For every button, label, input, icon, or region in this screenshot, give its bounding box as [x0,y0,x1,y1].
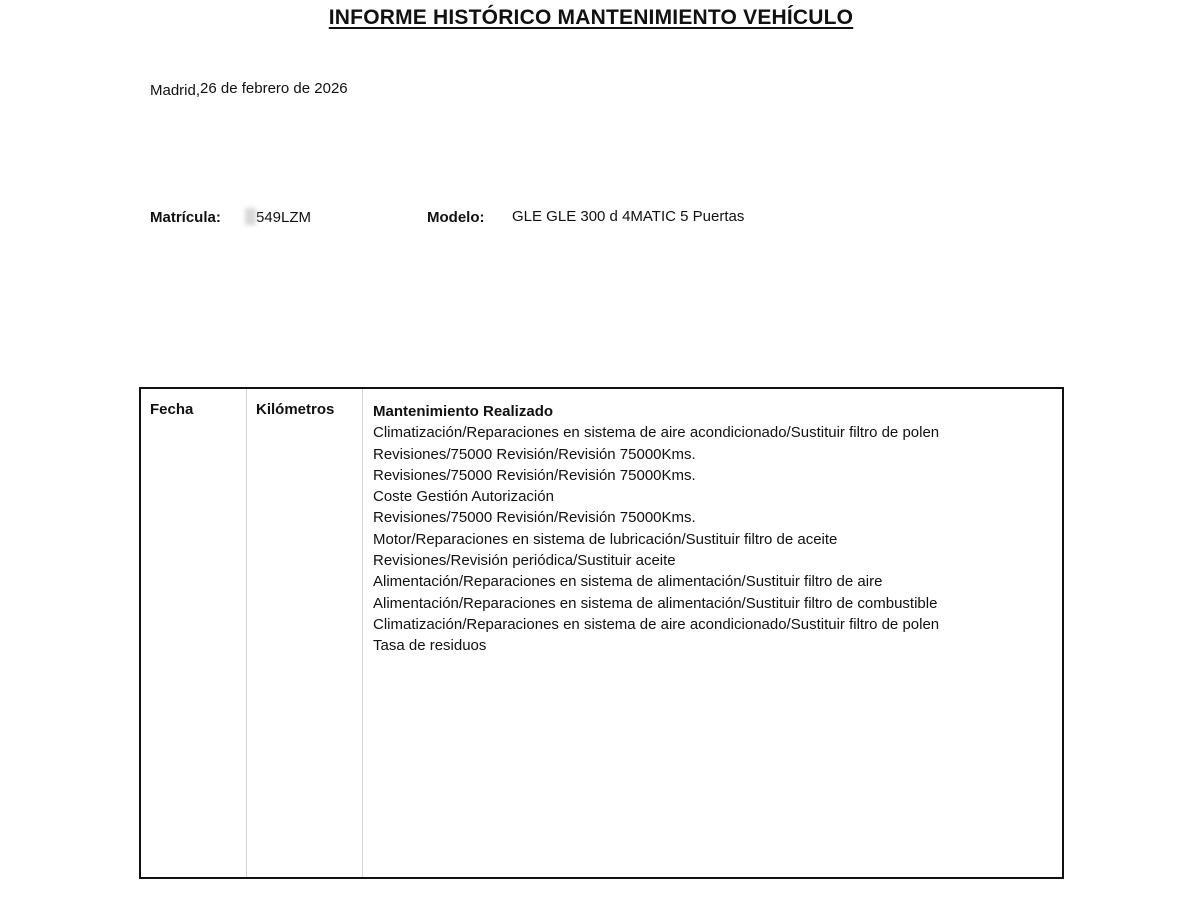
maintenance-column [373,401,953,657]
model-value: GLE GLE 300 d 4MATIC 5 Puertas [512,208,745,225]
maintenance-item: Revisiones/Revisión periódica/Sustituir aceite [373,552,676,570]
header-date: Fecha [150,401,194,418]
plate-label: Matrícula: [150,209,221,226]
maintenance-item: Tasa de residuos [373,637,487,655]
maintenance-item: Revisiones/75000 Revisión/Revisión 75000Kms. [373,509,696,527]
column-divider [362,389,363,877]
report-date: 26 de febrero de 2026 [200,80,348,97]
report-title: INFORME HISTÓRICO MANTENIMIENTO VEHÍCULO [328,6,854,29]
maintenance-item: Climatización/Reparaciones en sistema de aire acondicionado/Sustituir filtro de polen [373,424,940,442]
maintenance-item: Revisiones/75000 Revisión/Revisión 75000Kms. [373,466,696,484]
place: Madrid, [150,82,201,99]
maintenance-item: Climatización/Reparaciones en sistema de aire acondicionado/Sustituir filtro de polen [373,615,940,633]
model-label: Modelo: [427,209,485,226]
plate-value [245,208,311,226]
place-date [150,80,348,97]
header-maintenance: Mantenimiento Realizado [373,403,554,420]
plate-number: 549LZM [256,209,312,226]
maintenance-item: Revisiones/75000 Revisión/Revisión 75000Kms. [373,445,696,463]
maintenance-item: Coste Gestión Autorización [373,488,554,506]
header-kilometers: Kilómetros [256,401,335,418]
maintenance-item: Alimentación/Reparaciones en sistema de alimentación/Sustituir filtro de combustible [373,594,938,612]
column-divider [246,389,247,877]
maintenance-table [139,387,1064,879]
redacted-mark [245,208,256,225]
maintenance-item: Motor/Reparaciones en sistema de lubricación/Sustituir filtro de aceite [373,530,838,548]
maintenance-item: Alimentación/Reparaciones en sistema de alimentación/Sustituir filtro de aire [373,573,883,591]
